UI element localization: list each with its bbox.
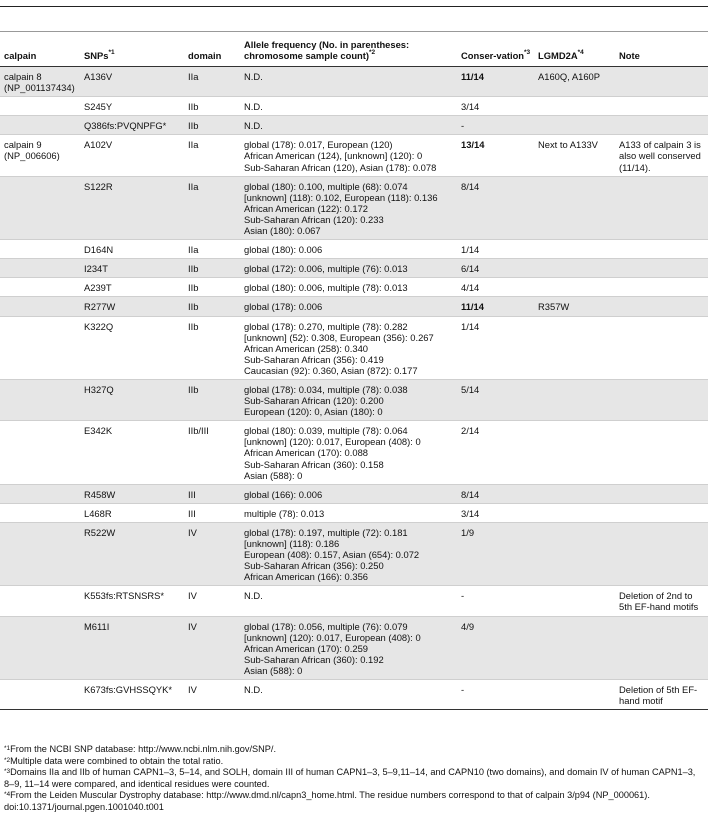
cell-allele-frequency: global (180): 0.039, multiple (78): 0.064 [unknown] (120): 0.017, European (408): 0 African American (170): 0.088 Sub-Saharan African (360): 0.158 Asian (588): 0 bbox=[240, 421, 457, 484]
cell-calpain bbox=[0, 116, 80, 135]
cell-domain: IIb bbox=[184, 97, 240, 116]
footnote-mark: *3 bbox=[4, 768, 11, 776]
cell-domain: IV bbox=[184, 616, 240, 679]
footnote-mark: *1 bbox=[4, 745, 11, 752]
table-row bbox=[0, 97, 708, 116]
cell-snp: M611I bbox=[80, 616, 184, 679]
cell-snp: S122R bbox=[80, 176, 184, 239]
cell-domain: IIa bbox=[184, 135, 240, 176]
cell-domain: IIa bbox=[184, 67, 240, 97]
cell-conservation: - bbox=[457, 586, 534, 616]
cell-allele-frequency: N.D. bbox=[240, 116, 457, 135]
cell-note bbox=[615, 67, 708, 97]
cell-domain: IIb bbox=[184, 297, 240, 316]
cell-calpain bbox=[0, 680, 80, 710]
table-row bbox=[0, 135, 708, 176]
cell-domain: IIa bbox=[184, 176, 240, 239]
table-row bbox=[0, 503, 708, 522]
cell-allele-frequency: N.D. bbox=[240, 680, 457, 710]
cell-conservation: 3/14 bbox=[457, 503, 534, 522]
cell-note bbox=[615, 379, 708, 420]
footnote bbox=[4, 767, 704, 779]
cell-note bbox=[615, 503, 708, 522]
cell-snp: S245Y bbox=[80, 97, 184, 116]
cell-calpain bbox=[0, 316, 80, 379]
cell-conservation: 4/14 bbox=[457, 278, 534, 297]
cell-note bbox=[615, 176, 708, 239]
cell-allele-frequency: global (178): 0.017, European (120) African American (124), [unknown] (120): 0 Sub-Saharan African (120), Asian (178): 0.078 bbox=[240, 135, 457, 176]
cell-note bbox=[615, 316, 708, 379]
cell-domain: IIb bbox=[184, 259, 240, 278]
cell-allele-frequency: global (178): 0.056, multiple (76): 0.079 [unknown] (120): 0.017, European (408): 0 African American (170): 0.259 Sub-Saharan African (360): 0.192 Asian (588): 0 bbox=[240, 616, 457, 679]
cell-domain: IIa bbox=[184, 240, 240, 259]
cell-domain: IIb bbox=[184, 379, 240, 420]
footnote-text: Multiple data were combined to obtain the total ratio. bbox=[10, 755, 224, 766]
footnote-mark: *2 bbox=[4, 756, 11, 764]
cell-note bbox=[615, 278, 708, 297]
cell-snp: A239T bbox=[80, 278, 184, 297]
cell-domain: III bbox=[184, 484, 240, 503]
cell-allele-frequency: global (178): 0.270, multiple (78): 0.282 [unknown] (52): 0.308, European (356): 0.267 African American (258): 0.340 Sub-Saharan African (356): 0.419 Caucasian (92): 0.360, Asian (872): 0.177 bbox=[240, 316, 457, 379]
table-row bbox=[0, 297, 708, 316]
cell-calpain bbox=[0, 484, 80, 503]
cell-note bbox=[615, 116, 708, 135]
cell-conservation: 8/14 bbox=[457, 484, 534, 503]
cell-allele-frequency: global (172): 0.006, multiple (76): 0.013 bbox=[240, 259, 457, 278]
table-row bbox=[0, 379, 708, 420]
cell-conservation: 2/14 bbox=[457, 421, 534, 484]
footnote-text: doi:10.1371/journal.pgen.1001040.t001 bbox=[4, 801, 164, 812]
cell-conservation: 13/14 bbox=[457, 135, 534, 176]
cell-lgmd2a bbox=[534, 421, 615, 484]
cell-lgmd2a bbox=[534, 116, 615, 135]
cell-conservation: 1/9 bbox=[457, 522, 534, 585]
cell-snp: K673fs:GVHSSQYK* bbox=[80, 680, 184, 710]
table-row bbox=[0, 586, 708, 616]
cell-lgmd2a bbox=[534, 503, 615, 522]
cell-calpain bbox=[0, 503, 80, 522]
footnote-text: 8–9, 11–14 were compared, and identical residues were counted. bbox=[4, 778, 270, 789]
cell-lgmd2a bbox=[534, 278, 615, 297]
footnote bbox=[4, 744, 704, 756]
cell-conservation: 1/14 bbox=[457, 240, 534, 259]
table-row bbox=[0, 522, 708, 585]
table-row bbox=[0, 421, 708, 484]
cell-calpain bbox=[0, 240, 80, 259]
cell-domain: IIb bbox=[184, 278, 240, 297]
cell-calpain bbox=[0, 616, 80, 679]
cell-calpain bbox=[0, 259, 80, 278]
cell-snp: K553fs:RTSNSRS* bbox=[80, 586, 184, 616]
cell-note bbox=[615, 484, 708, 503]
cell-snp: R522W bbox=[80, 522, 184, 585]
cell-lgmd2a: R357W bbox=[534, 297, 615, 316]
cell-calpain bbox=[0, 97, 80, 116]
cell-conservation: 6/14 bbox=[457, 259, 534, 278]
cell-allele-frequency: global (178): 0.034, multiple (78): 0.038 Sub-Saharan African (120): 0.200 European (120): 0, Asian (180): 0 bbox=[240, 379, 457, 420]
cell-note bbox=[615, 259, 708, 278]
cell-domain: IIb bbox=[184, 316, 240, 379]
cell-conservation: 1/14 bbox=[457, 316, 534, 379]
table-row bbox=[0, 484, 708, 503]
cell-conservation: 3/14 bbox=[457, 97, 534, 116]
header-note: Note bbox=[615, 34, 708, 67]
header-snps: SNPs$^{*1}$ bbox=[80, 34, 184, 67]
cell-lgmd2a: Next to A133V bbox=[534, 135, 615, 176]
cell-allele-frequency: global (166): 0.006 bbox=[240, 484, 457, 503]
footnote-mark: *4 bbox=[4, 791, 11, 799]
cell-snp: R277W bbox=[80, 297, 184, 316]
top-rule bbox=[0, 6, 708, 7]
table-row bbox=[0, 316, 708, 379]
caption-rule bbox=[0, 31, 708, 32]
cell-calpain bbox=[0, 176, 80, 239]
cell-domain: IV bbox=[184, 522, 240, 585]
cell-lgmd2a bbox=[534, 586, 615, 616]
cell-allele-frequency: global (180): 0.100, multiple (68): 0.074 [unknown] (118): 0.102, European (118): 0.136 African American (122): 0.172 Sub-Saharan African (120): 0.233 Asian (180): 0.067 bbox=[240, 176, 457, 239]
footnote bbox=[4, 802, 704, 814]
cell-conservation: 4/9 bbox=[457, 616, 534, 679]
cell-snp: D164N bbox=[80, 240, 184, 259]
cell-conservation: 8/14 bbox=[457, 176, 534, 239]
header-calpain: calpain bbox=[0, 34, 80, 67]
header-conservation: Conser-vation$^{*3}$ bbox=[457, 34, 534, 67]
cell-lgmd2a bbox=[534, 680, 615, 710]
cell-conservation: 11/14 bbox=[457, 67, 534, 97]
table-row bbox=[0, 240, 708, 259]
cell-note bbox=[615, 240, 708, 259]
cell-allele-frequency: N.D. bbox=[240, 97, 457, 116]
cell-calpain bbox=[0, 586, 80, 616]
cell-lgmd2a: A160Q, A160P bbox=[534, 67, 615, 97]
table-row bbox=[0, 259, 708, 278]
footnote bbox=[4, 790, 704, 802]
table-row bbox=[0, 680, 708, 710]
cell-snp: K322Q bbox=[80, 316, 184, 379]
cell-lgmd2a bbox=[534, 240, 615, 259]
cell-snp: Q386fs:PVQNPFG* bbox=[80, 116, 184, 135]
cell-lgmd2a bbox=[534, 259, 615, 278]
cell-conservation: - bbox=[457, 680, 534, 710]
cell-conservation: - bbox=[457, 116, 534, 135]
cell-calpain: calpain 9 (NP_006606) bbox=[0, 135, 80, 176]
footnote bbox=[4, 756, 704, 768]
cell-snp: I234T bbox=[80, 259, 184, 278]
snp-table bbox=[0, 34, 708, 710]
cell-allele-frequency: global (180): 0.006, multiple (78): 0.013 bbox=[240, 278, 457, 297]
header-row bbox=[0, 34, 708, 67]
header-domain: domain bbox=[184, 34, 240, 67]
cell-snp: R458W bbox=[80, 484, 184, 503]
cell-note: A133 of calpain 3 is also well conserved (11/14). bbox=[615, 135, 708, 176]
cell-allele-frequency: global (178): 0.006 bbox=[240, 297, 457, 316]
cell-note: Deletion of 5th EF-hand motif bbox=[615, 680, 708, 710]
cell-lgmd2a bbox=[534, 522, 615, 585]
cell-allele-frequency: multiple (78): 0.013 bbox=[240, 503, 457, 522]
footnote-text: From the NCBI SNP database: http://www.ncbi.nlm.nih.gov/SNP/. bbox=[10, 744, 277, 754]
cell-allele-frequency: global (180): 0.006 bbox=[240, 240, 457, 259]
cell-allele-frequency: N.D. bbox=[240, 67, 457, 97]
cell-snp: A136V bbox=[80, 67, 184, 97]
footnote-text: From the Leiden Muscular Dystrophy database: http://www.dmd.nl/capn3_home.html. The residue numbers correspond to that of calpain 3/p94 (NP_000061). bbox=[10, 790, 650, 801]
cell-domain: III bbox=[184, 503, 240, 522]
cell-lgmd2a bbox=[534, 484, 615, 503]
header-lgmd2a: $LGMD2A^{*4}$ bbox=[534, 34, 615, 67]
table-row bbox=[0, 616, 708, 679]
cell-calpain bbox=[0, 421, 80, 484]
table-row bbox=[0, 278, 708, 297]
cell-allele-frequency: N.D. bbox=[240, 586, 457, 616]
table-row bbox=[0, 176, 708, 239]
cell-snp: A102V bbox=[80, 135, 184, 176]
cell-calpain bbox=[0, 297, 80, 316]
footnote bbox=[4, 779, 704, 791]
cell-note bbox=[615, 297, 708, 316]
cell-conservation: 5/14 bbox=[457, 379, 534, 420]
cell-note bbox=[615, 421, 708, 484]
cell-domain: IIb bbox=[184, 116, 240, 135]
cell-lgmd2a bbox=[534, 316, 615, 379]
cell-note bbox=[615, 97, 708, 116]
table-row bbox=[0, 67, 708, 97]
cell-note bbox=[615, 616, 708, 679]
table-row bbox=[0, 116, 708, 135]
cell-calpain bbox=[0, 522, 80, 585]
cell-snp: E342K bbox=[80, 421, 184, 484]
cell-note bbox=[615, 522, 708, 585]
cell-domain: IIb/III bbox=[184, 421, 240, 484]
footnotes bbox=[4, 744, 704, 814]
cell-calpain bbox=[0, 379, 80, 420]
cell-allele-frequency: global (178): 0.197, multiple (72): 0.181 [unknown] (118): 0.186 European (408): 0.157, Asian (654): 0.072 Sub-Saharan African (356): 0.250 African American (166): 0.356 bbox=[240, 522, 457, 585]
cell-calpain: calpain 8 (NP_001137434) bbox=[0, 67, 80, 97]
cell-lgmd2a bbox=[534, 616, 615, 679]
footnote-text: Domains IIa and IIb of human CAPN1–3, 5–14, and SOLH, domain III of human CAPN1–3, 5–9,11–14, and CAPN10 (two domains), and domain IV of human CAPN1–3, bbox=[10, 767, 696, 778]
cell-calpain bbox=[0, 278, 80, 297]
cell-lgmd2a bbox=[534, 176, 615, 239]
cell-domain: IV bbox=[184, 586, 240, 616]
cell-lgmd2a bbox=[534, 97, 615, 116]
cell-domain: IV bbox=[184, 680, 240, 710]
header-allele-frequency: Allele frequency (No. in parentheses: chromosome sample count)$^{*2}$ bbox=[240, 34, 457, 67]
cell-note: Deletion of 2nd to 5th EF-hand motifs bbox=[615, 586, 708, 616]
cell-lgmd2a bbox=[534, 379, 615, 420]
cell-snp: H327Q bbox=[80, 379, 184, 420]
cell-conservation: 11/14 bbox=[457, 297, 534, 316]
cell-snp: L468R bbox=[80, 503, 184, 522]
